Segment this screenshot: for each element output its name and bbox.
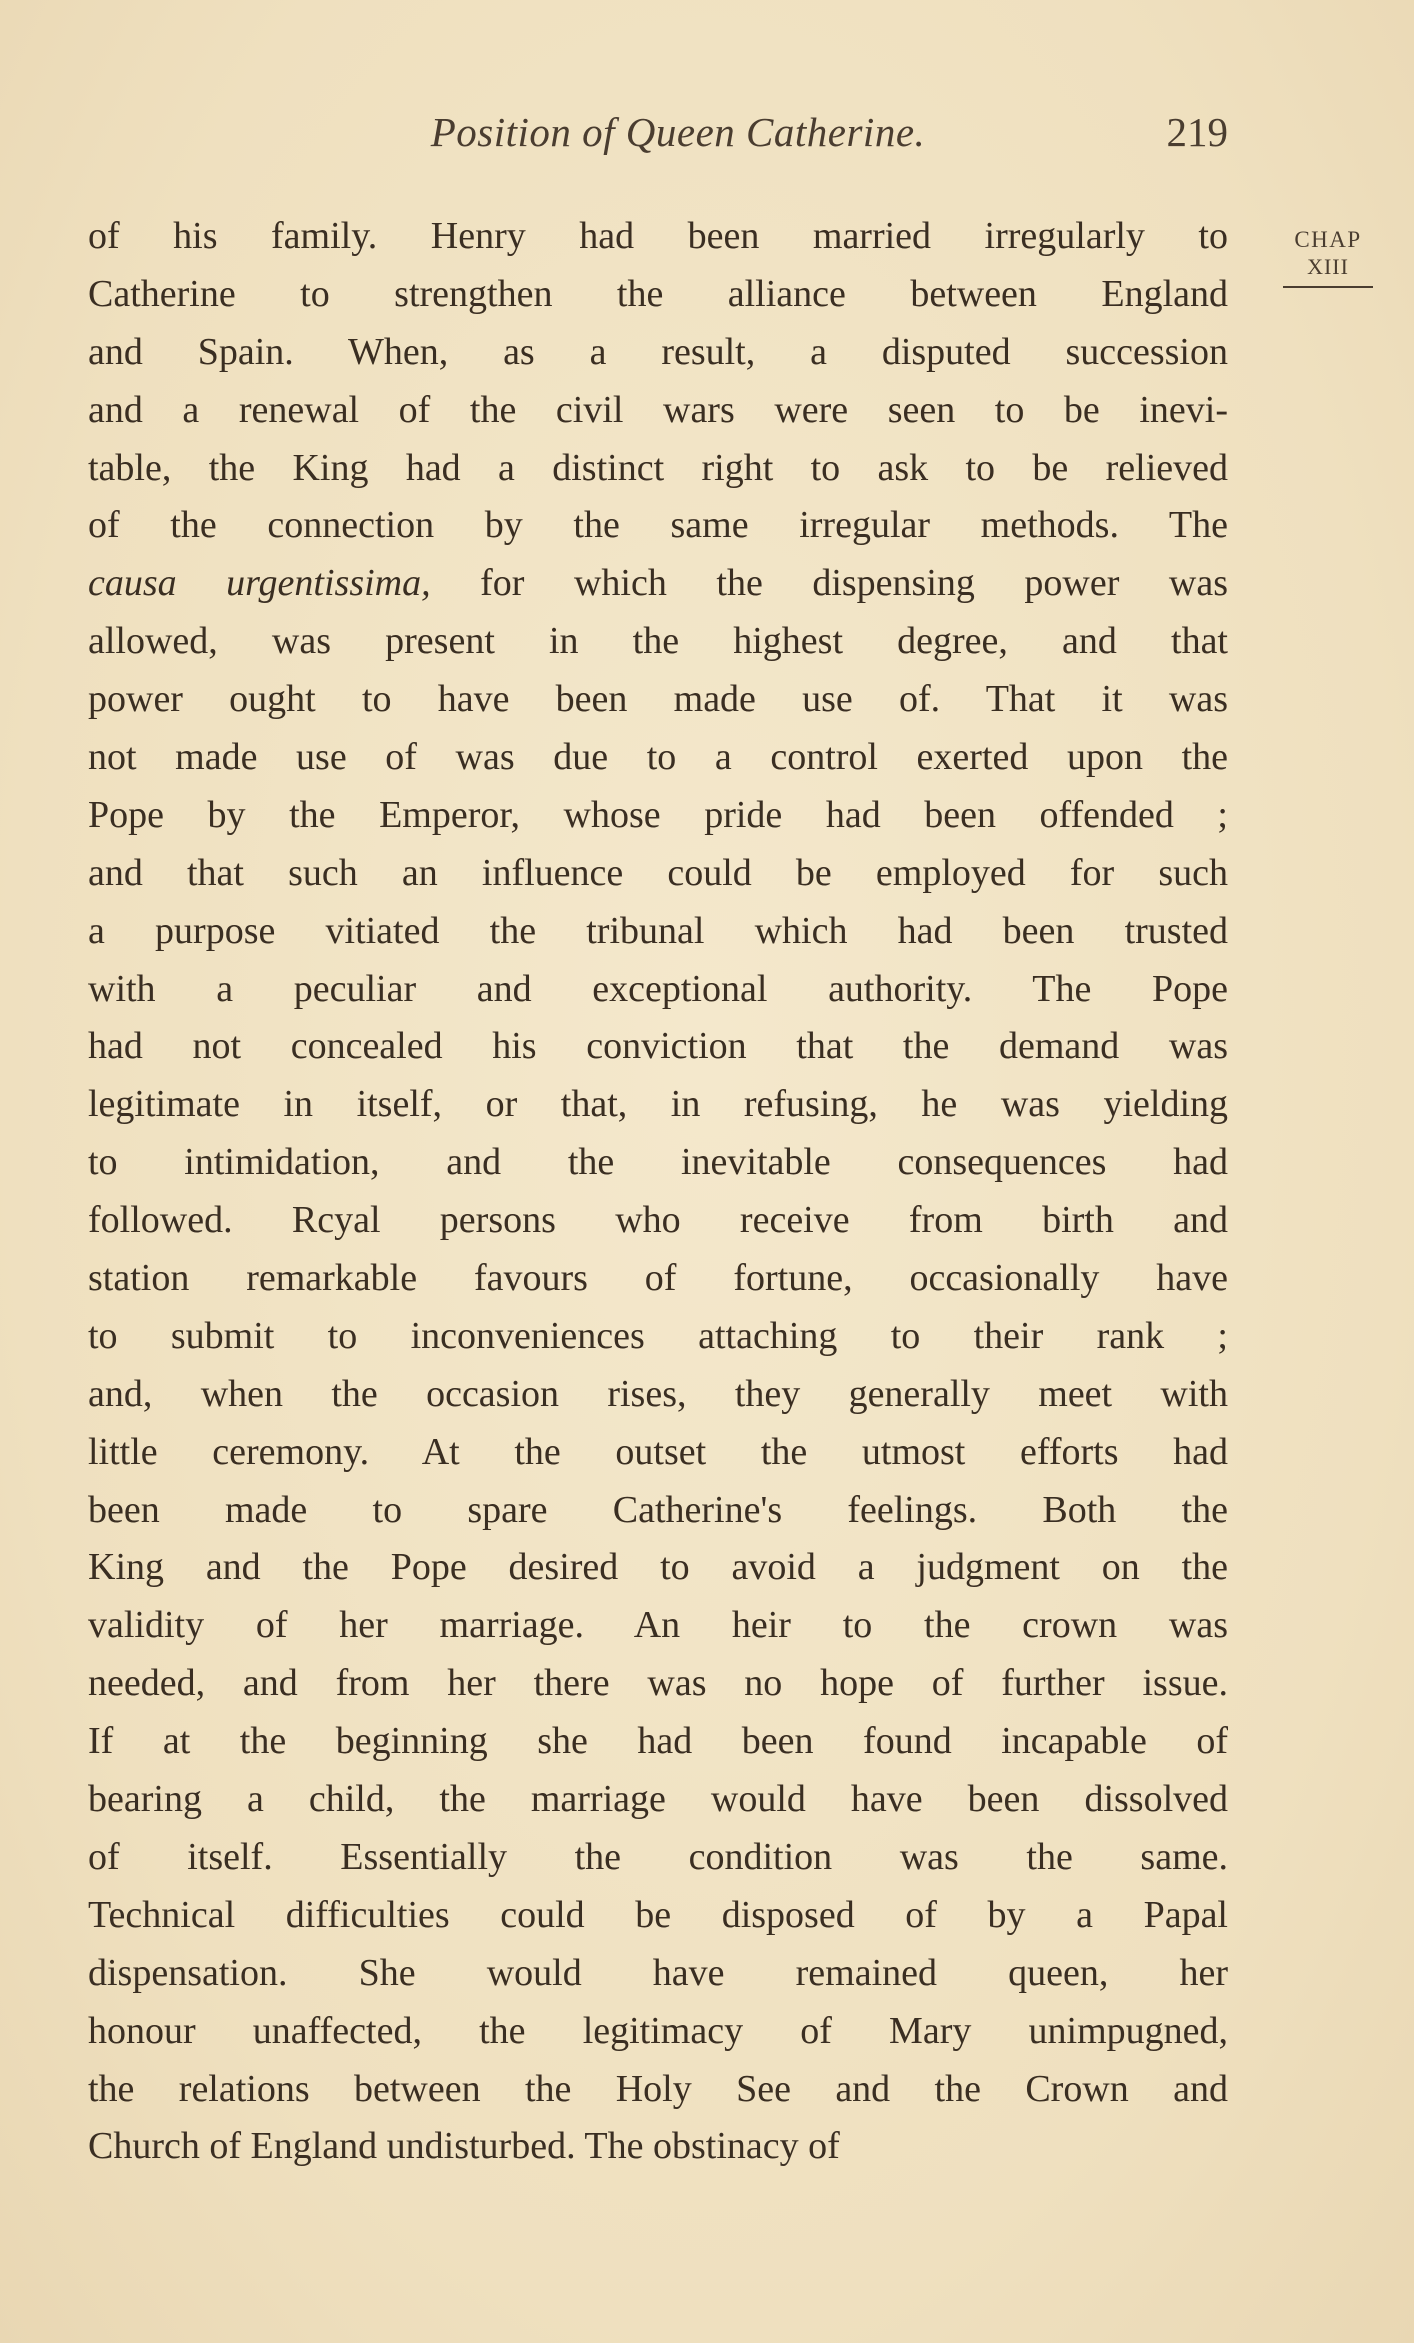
text-line: legitimate in itself, or that, in refusing, he was yielding (88, 1083, 1228, 1126)
text-line: and Spain. When, as a result, a disputed succession (88, 330, 1228, 373)
chapter-margin-note (1282, 226, 1374, 288)
text-line: the relations between the Holy See and the Crown and (88, 2067, 1228, 2110)
text-line: a purpose vitiated the tribunal which had been trusted (88, 909, 1228, 952)
text-line: dispensation. She would have remained queen, her (88, 1951, 1228, 1994)
chapter-number: XIII (1307, 254, 1349, 279)
text-line: If at the beginning she had been found incapable of (88, 1720, 1228, 1763)
text-line: and a renewal of the civil wars were seen to be inevi- (88, 388, 1228, 431)
text-line: been made to spare Catherine's feelings. Both the (88, 1488, 1228, 1531)
chapter-label: CHAP (1294, 227, 1362, 252)
italic-phrase: causa urgentissima, (88, 562, 431, 605)
running-head (88, 108, 1228, 164)
text-line: validity of her marriage. An heir to the crown was (88, 1604, 1228, 1647)
text-line: and, when the occasion rises, they generally meet with (88, 1372, 1228, 1415)
text-line: of his family. Henry had been married irregularly to (88, 215, 1228, 257)
text-line: to submit to inconveniences attaching to their rank ; (88, 1314, 1228, 1357)
text-line: and that such an influence could be employed for such (88, 851, 1228, 894)
text-line: honour unaffected, the legitimacy of Mary unimpugned, (88, 2009, 1228, 2052)
text-line: needed, and from her there was no hope of further issue. (88, 1662, 1228, 1705)
text-line: allowed, was present in the highest degree, and that (88, 620, 1228, 663)
text-line: table, the King had a distinct right to ask to be relieved (88, 446, 1228, 489)
page-number: 219 (1166, 109, 1228, 155)
text-line: Church of England undisturbed. The obstinacy of (88, 2125, 840, 2168)
running-head-title: Position of Queen Catherine. (430, 109, 926, 155)
text-line: King and the Pope desired to avoid a judgment on the (88, 1546, 1228, 1589)
text-line: little ceremony. At the outset the utmost efforts had (88, 1430, 1228, 1473)
text-line: to intimidation, and the inevitable consequences had (88, 1141, 1228, 1184)
text-line: of itself. Essentially the condition was the same. (88, 1835, 1228, 1878)
margin-rule (1283, 286, 1373, 288)
text-line: bearing a child, the marriage would have been dissolved (88, 1778, 1228, 1821)
text-line: Catherine to strengthen the alliance between England (88, 272, 1228, 315)
text-line: Technical difficulties could be disposed of by a Papal (88, 1893, 1228, 1936)
text-line: station remarkable favours of fortune, occasionally have (88, 1257, 1228, 1300)
text-line: power ought to have been made use of. That it was (88, 678, 1228, 721)
text-line: followed. Rcyal persons who receive from birth and (88, 1199, 1228, 1242)
text-line-with-italic (88, 555, 1228, 613)
text-line: not made use of was due to a control exerted upon the (88, 736, 1228, 779)
text-line: of the connection by the same irregular methods. The (88, 504, 1228, 547)
text-line: had not concealed his conviction that the demand was (88, 1025, 1228, 1068)
text-line: Pope by the Emperor, whose pride had been offended ; (88, 793, 1228, 836)
text-line: with a peculiar and exceptional authority. The Pope (88, 967, 1228, 1010)
text-line-rest: for which the dispensing power was (480, 562, 1228, 605)
body-text (88, 208, 1228, 2176)
